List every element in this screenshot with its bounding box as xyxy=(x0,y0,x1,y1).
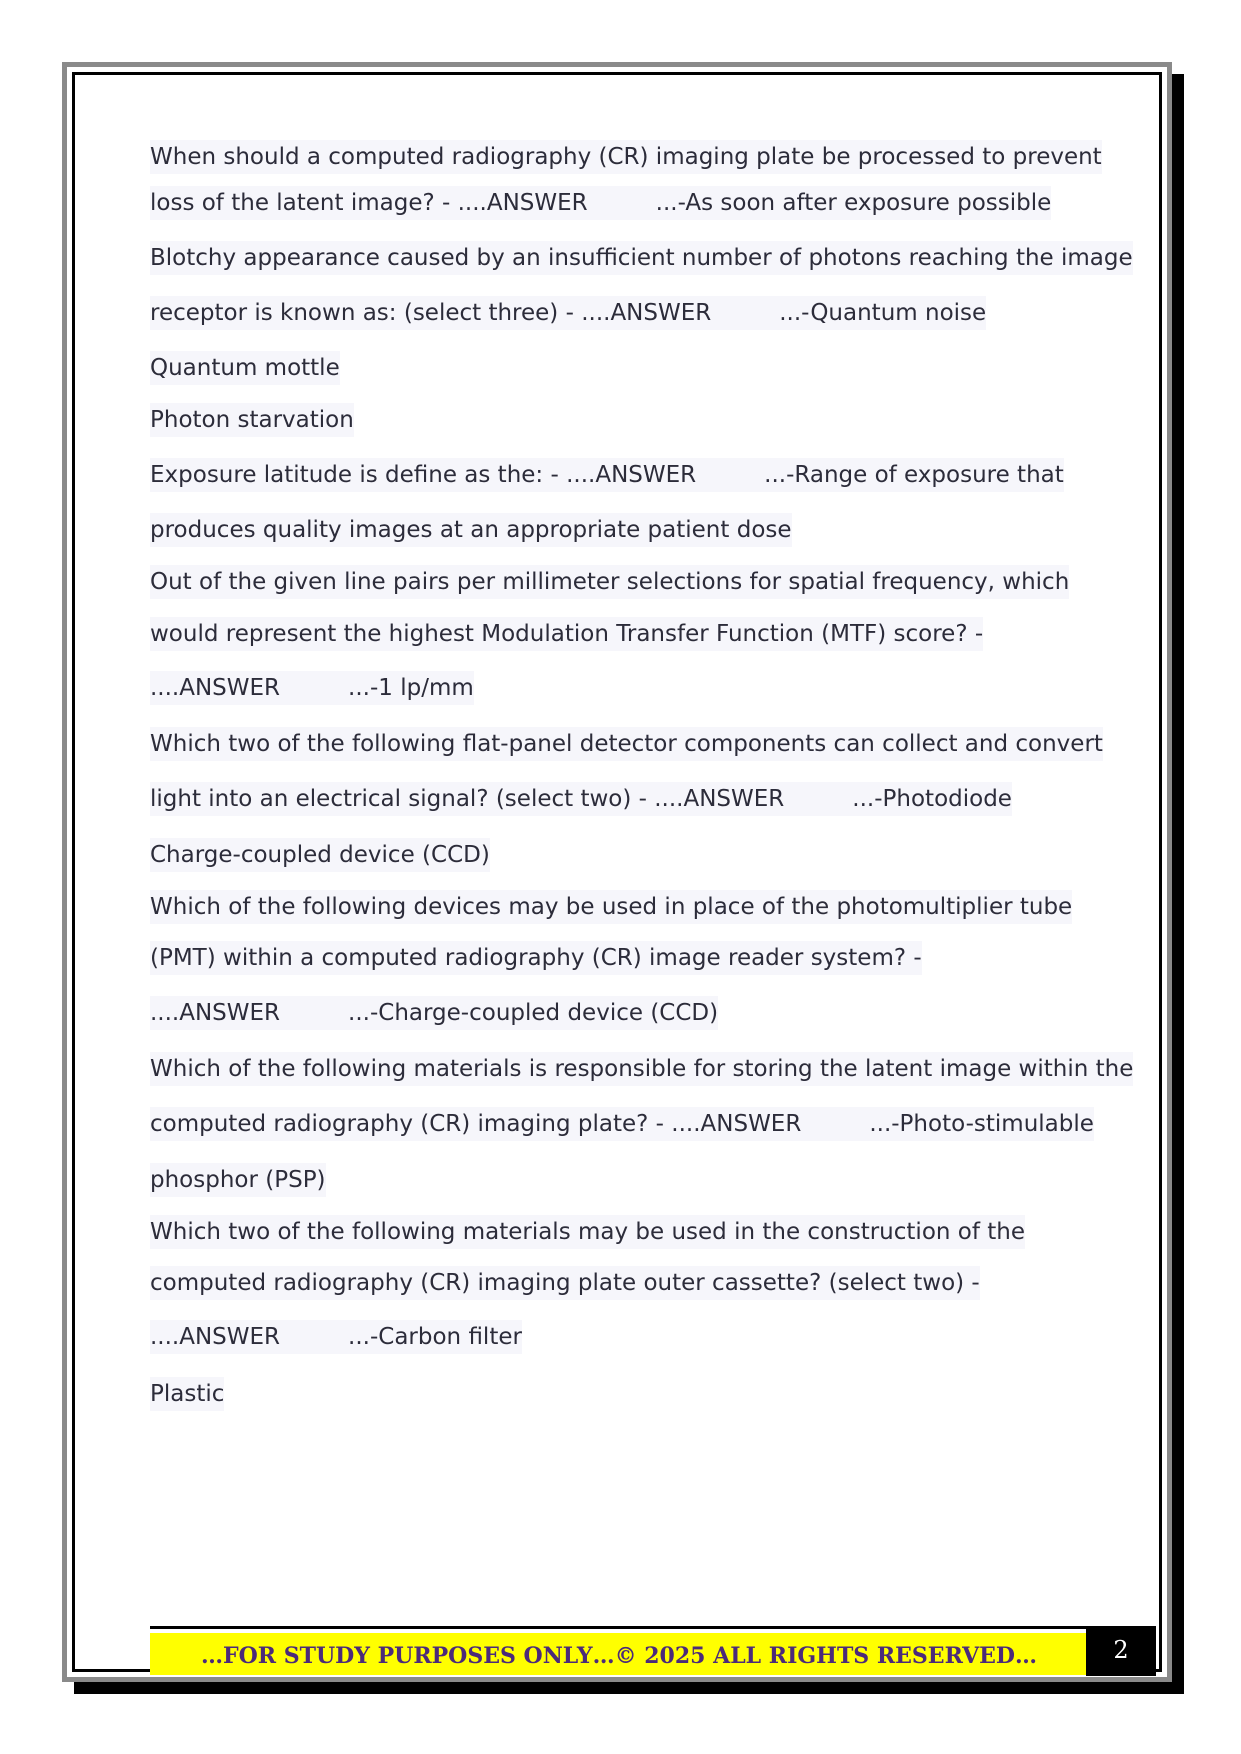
question-text: ....ANSWER xyxy=(150,1324,281,1350)
text-line: Quantum mottle xyxy=(150,351,340,385)
question-text: ....ANSWER xyxy=(150,675,281,701)
text-line: would represent the highest Modulation Transfer Function (MTF) score? - xyxy=(150,617,983,651)
answer-text: ...-1 lp/mm xyxy=(348,675,474,701)
qa-line xyxy=(150,671,474,705)
text-line: Which two of the following materials may be used in the construction of the xyxy=(150,1215,1025,1249)
text-line: phosphor (PSP) xyxy=(150,1163,326,1197)
text-line: produces quality images at an appropriate patient dose xyxy=(150,513,792,547)
qa-line xyxy=(150,296,986,330)
qa-line xyxy=(150,458,1064,492)
answer-text: ...-Range of exposure that xyxy=(764,462,1064,488)
answer-text: ...-Photodiode xyxy=(852,786,1012,812)
answer-text: ...-Carbon filter xyxy=(348,1324,522,1350)
question-text: computed radiography (CR) imaging plate? - ....ANSWER xyxy=(150,1111,802,1137)
text-line: computed radiography (CR) imaging plate outer cassette? (select two) - xyxy=(150,1266,980,1300)
page-number: 2 xyxy=(1086,1626,1156,1676)
text-line: (PMT) within a computed radiography (CR) image reader system? - xyxy=(150,941,922,975)
qa-line xyxy=(150,1320,522,1354)
footer-notice: …FOR STUDY PURPOSES ONLY…© 2025 ALL RIGHTS RESERVED… xyxy=(150,1633,1088,1675)
qa-line xyxy=(150,186,1051,220)
answer-text: ...-Quantum noise xyxy=(779,300,987,326)
qa-line xyxy=(150,1107,1094,1141)
text-line: Out of the given line pairs per millimeter selections for spatial frequency, which xyxy=(150,565,1069,599)
answer-text: ...-Charge-coupled device (CCD) xyxy=(348,1000,719,1026)
answer-text: ...-Photo-stimulable xyxy=(869,1111,1094,1137)
qa-line xyxy=(150,996,718,1030)
text-line: Which of the following devices may be used in place of the photomultiplier tube xyxy=(150,890,1072,924)
text-line: Blotchy appearance caused by an insufficient number of photons reaching the image xyxy=(150,241,1133,275)
question-text: receptor is known as: (select three) - ....ANSWER xyxy=(150,300,712,326)
text-line: Charge-coupled device (CCD) xyxy=(150,838,490,872)
qa-line xyxy=(150,782,1012,816)
question-text: ....ANSWER xyxy=(150,1000,281,1026)
question-text: light into an electrical signal? (select two) - ....ANSWER xyxy=(150,786,785,812)
text-line: Which two of the following flat-panel detector components can collect and convert xyxy=(150,727,1103,761)
answer-text: ...-As soon after exposure possible xyxy=(655,190,1052,216)
text-line: When should a computed radiography (CR) imaging plate be processed to prevent xyxy=(150,140,1102,174)
text-line: Photon starvation xyxy=(150,403,354,437)
text-line: Plastic xyxy=(150,1377,224,1411)
footer-rule xyxy=(150,1626,1090,1629)
question-text: loss of the latent image? - ....ANSWER xyxy=(150,190,588,216)
text-line: Which of the following materials is responsible for storing the latent image within the xyxy=(150,1052,1133,1086)
question-text: Exposure latitude is define as the: - ....ANSWER xyxy=(150,462,697,488)
